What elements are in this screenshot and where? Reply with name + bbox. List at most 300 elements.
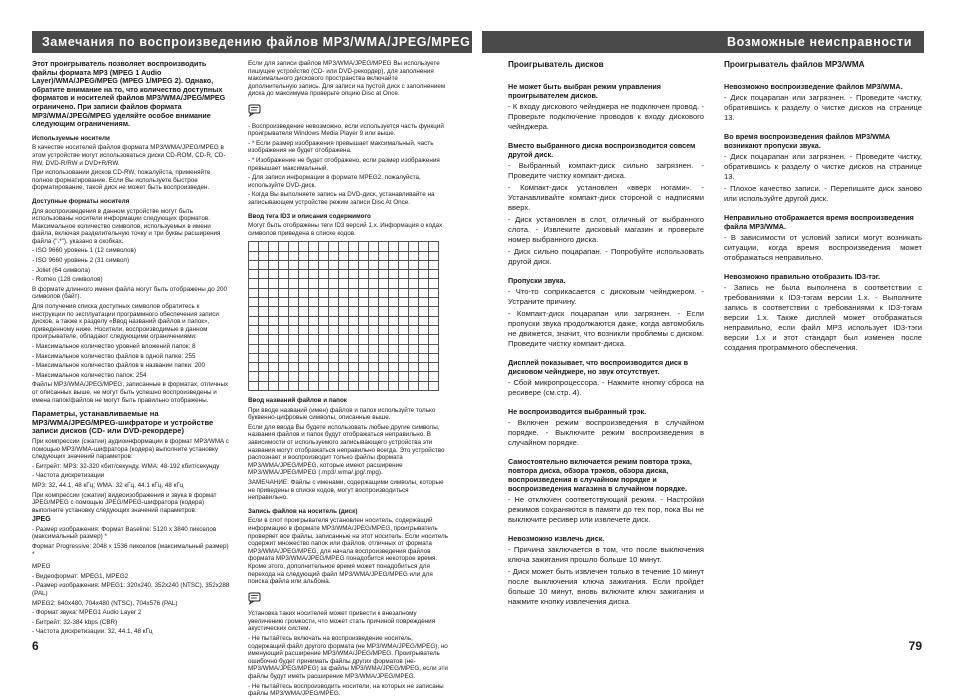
symptom-heading: Невозможно правильно отобразить ID3-тэг. — [724, 272, 881, 281]
code-cell — [289, 335, 299, 344]
code-cell — [399, 344, 409, 353]
code-cell — [259, 363, 269, 372]
code-cell — [369, 298, 379, 307]
code-cell — [389, 260, 399, 269]
code-cell — [329, 353, 339, 362]
code-cell — [299, 260, 309, 269]
code-cell — [339, 307, 349, 316]
code-cell — [349, 344, 359, 353]
symptom-heading: Вместо выбранного диска воспроизводится совсем другой диск. — [508, 141, 696, 159]
code-cell — [379, 251, 389, 260]
code-cell — [289, 353, 299, 362]
list-item: - Romeo (128 символов) — [32, 276, 103, 284]
code-cell — [419, 288, 429, 297]
code-cell — [429, 288, 439, 297]
remedy-text: - Запись не была выполнена в соответствии с требованиями к ID3-тэгам версии 1.х. - Выполните запись в соответствии с требованиями к ID3-тэгам версии 1.х. Также дисплей может отображаться неправильно, если файл MP3 использует ID3-тэги версии 1.х и этот стандарт был изменен после создания программного обеспечения. — [724, 283, 922, 352]
code-cell — [399, 363, 409, 372]
code-cell — [359, 316, 369, 325]
code-cell — [399, 251, 409, 260]
paragraph: Если для записи файлов MP3/WMA/JPEG/MPEG Вы используете пишущее устройство (CD- или DVD-рекордер), для заполнения максимального дискового пространства включайте дополнительную запись. Для записи на пустой диск с заполнением диска до максимума проверьте опцию Disc at Once. — [248, 60, 446, 98]
code-cell — [389, 316, 399, 325]
code-cell — [279, 260, 289, 269]
paragraph: При использовании дисков CD-RW, пожалуйста, применяйте полное форматирование. Если Вы используете быстрое форматирование, такой диск не может быть воспроизведен. — [32, 169, 211, 192]
code-cell — [369, 363, 379, 372]
code-cell — [389, 381, 399, 390]
code-cell — [289, 270, 299, 279]
code-cell — [359, 353, 369, 362]
code-cell — [429, 307, 439, 316]
code-cell — [349, 260, 359, 269]
code-cell — [269, 288, 279, 297]
remedy-text: - Плохое качество записи. - Перепишите диск заново или используйте другой диск. — [724, 184, 922, 203]
code-cell — [279, 251, 289, 260]
code-cell — [379, 363, 389, 372]
code-cell — [389, 288, 399, 297]
code-cell — [409, 372, 419, 381]
code-cell — [259, 335, 269, 344]
code-cell — [289, 298, 299, 307]
column-notes-2 — [248, 60, 448, 698]
code-cell — [419, 372, 429, 381]
code-cell — [349, 298, 359, 307]
code-cell — [299, 372, 309, 381]
code-cell — [399, 381, 409, 390]
code-cell — [369, 353, 379, 362]
heading-names: Ввод названий файлов и папок — [248, 397, 347, 405]
code-cell — [409, 381, 419, 390]
code-cell — [359, 344, 369, 353]
code-cell — [349, 279, 359, 288]
code-cell — [269, 279, 279, 288]
code-cell — [319, 270, 329, 279]
code-cell — [369, 251, 379, 260]
code-cell — [329, 298, 339, 307]
remedy-text: - Включен режим воспроизведения в случайном порядке. - Выключите режим воспроизведения в случайном порядке. — [508, 418, 704, 447]
code-cell — [409, 288, 419, 297]
code-cell — [429, 316, 439, 325]
code-cell — [399, 353, 409, 362]
code-cell — [289, 316, 299, 325]
code-cell — [409, 242, 419, 251]
code-cell — [359, 279, 369, 288]
code-cell — [299, 335, 309, 344]
paragraph: Если для ввода Вы будете использовать любые другие символы, названия файлов и папок будут отображаться неправильно. В зависимости от используемого записывающего устройства эти названия могут отображаться неправильно всегда. Это устройство распознает и воспроизводит только файлы формата MP3/WMA/JPEG/MPEG, которые имеют расширение MP3/WMA/JPEG/MPEG (.mp3/.wma/.jpg/.mpg). — [248, 423, 445, 477]
code-cell — [389, 372, 399, 381]
code-cell — [379, 260, 389, 269]
heading-writing: Запись файлов на носитель (диск) — [248, 507, 358, 515]
paragraph: ЗАМЕЧАНИЕ: Файлы с именами, содержащими символы, которые не приведены в списке кодов, могут воспроизводиться неправильно. — [248, 478, 444, 502]
code-cell — [429, 353, 439, 362]
paragraph: - Битрейт: MP3: 32-320 кбит/секунду, WMA: 48-192 кбит/секунду — [32, 462, 220, 470]
code-cell — [369, 335, 379, 344]
code-cell — [399, 316, 409, 325]
code-cell — [399, 279, 409, 288]
symptom-heading: Неправильно отображается время воспроизведения файла MP3/WMA. — [724, 213, 914, 231]
code-cell — [339, 288, 349, 297]
code-cell — [399, 307, 409, 316]
code-cell — [259, 260, 269, 269]
note-item: - Воспроизведение невозможно, если используется часть функций проигрывателя Windows Media Player 9 или выше. — [248, 122, 444, 138]
code-cell — [349, 242, 359, 251]
code-cell — [409, 279, 419, 288]
code-cell — [379, 288, 389, 297]
code-cell — [249, 242, 259, 251]
code-cell — [399, 298, 409, 307]
code-cell — [269, 363, 279, 372]
code-cell — [409, 251, 419, 260]
code-cell — [339, 372, 349, 381]
code-cell — [259, 353, 269, 362]
code-cell — [429, 344, 439, 353]
code-cell — [349, 316, 359, 325]
code-cell — [289, 288, 299, 297]
note-icon — [248, 104, 262, 116]
code-cell — [319, 344, 329, 353]
code-cell — [259, 298, 269, 307]
code-cell — [339, 260, 349, 269]
code-cell — [319, 260, 329, 269]
code-cell — [329, 242, 339, 251]
code-cell — [359, 335, 369, 344]
code-cell — [299, 242, 309, 251]
code-cell — [339, 316, 349, 325]
remedy-text: - Диск может быть извлечен только в течение 10 минут после выключения ключа зажигания. Если пройдет больше 10 минут, вновь включите ключ зажигания и нажмите кнопку извлечения диска. — [508, 567, 704, 606]
code-cell — [389, 335, 399, 344]
mpeg-label: MPEG — [32, 563, 51, 571]
code-cell — [249, 260, 259, 269]
code-cell — [399, 325, 409, 334]
code-cell — [419, 363, 429, 372]
paragraph: При компрессии (сжатии) видеоизображения и звука в формат JPEG/MPEG с помощью JPEG/MPEG-шифратора (кодера) выполните установку следующих значений параметров: — [32, 491, 217, 514]
code-cell — [369, 260, 379, 269]
code-cell — [429, 242, 439, 251]
code-cell — [279, 335, 289, 344]
code-cell — [349, 325, 359, 334]
code-cell — [369, 279, 379, 288]
code-cell — [269, 335, 279, 344]
code-cell — [299, 363, 309, 372]
code-cell — [319, 335, 329, 344]
code-cell — [369, 307, 379, 316]
symptom-heading: Пропуски звука. — [508, 276, 566, 285]
note-item: Установка таких носителей может привести к внезапному увеличению громкости, что может стать причиной повреждения акустических систем. — [248, 610, 436, 633]
code-cell — [369, 372, 379, 381]
code-cell — [299, 251, 309, 260]
note-item: - Не пытайтесь включать на воспроизведение носитель, содержащий файл другого формата (не MP3/WMA/JPEG/MPEG), но именующий расширение MP3/WMA/JPEG/MPEG. Проигрыватель ошибочно будет принимать файлы других форматов (не-MP3/WMA/JPEG/MPEG) за файлы MP3/WMA/JPEG/MPEG, если эти файлы будут иметь расширение MP3/WMA/JPEG/MPEG. — [248, 635, 448, 681]
code-cell — [329, 260, 339, 269]
code-cell — [329, 363, 339, 372]
code-cell — [349, 251, 359, 260]
code-cell — [249, 270, 259, 279]
paragraph: Для воспроизведения в данном устройстве могут быть использованы носители информации следующих форматов. Максимальное количество символов, используемых в имени файла, включая разделительную точку и три буквы расширения файла (".*"), указано в скобках. — [32, 207, 221, 245]
code-cell — [379, 307, 389, 316]
code-cell — [319, 242, 329, 251]
code-cell — [259, 242, 269, 251]
code-cell — [319, 381, 329, 390]
code-cell — [419, 353, 429, 362]
code-cell — [299, 307, 309, 316]
code-cell — [389, 242, 399, 251]
heading-media: Используемые носители — [32, 134, 110, 142]
remedy-text: - Диск поцарапан или загрязнен. - Проведите чистку, обратившись к разделу о чистке дисков на странице 13. — [724, 93, 922, 122]
code-cell — [339, 242, 349, 251]
code-cell — [429, 251, 439, 260]
code-cell — [319, 372, 329, 381]
code-cell — [289, 260, 299, 269]
code-cell — [249, 353, 259, 362]
code-cell — [409, 307, 419, 316]
code-cell — [309, 353, 319, 362]
code-cell — [289, 279, 299, 288]
code-cell — [389, 279, 399, 288]
code-cell — [359, 325, 369, 334]
note-icon — [248, 592, 262, 604]
code-cell — [259, 288, 269, 297]
code-cell — [299, 316, 309, 325]
code-cell — [279, 270, 289, 279]
paragraph: При компрессии (сжатии) аудиоинформации в формат MP3/WMA с помощью MP3/WMA-шифратора (кодера) выполните установку следующих значений параметров: — [32, 437, 229, 461]
code-cell — [319, 251, 329, 260]
code-cell — [419, 316, 429, 325]
code-cell — [329, 344, 339, 353]
code-cell — [399, 242, 409, 251]
code-cell — [379, 279, 389, 288]
code-cell — [269, 251, 279, 260]
code-cell — [309, 270, 319, 279]
note-item: - * Изображение не будет отображено, если размер изображения превышает максимальный. — [248, 156, 440, 172]
code-cell — [349, 270, 359, 279]
remedy-text: - Диск поцарапан или загрязнен. - Проведите чистку, обратившись к разделу о чистке дисков на странице 13. — [724, 152, 922, 181]
code-cell — [259, 307, 269, 316]
code-cell — [299, 325, 309, 334]
code-cell — [309, 298, 319, 307]
code-cell — [269, 298, 279, 307]
code-cell — [419, 270, 429, 279]
code-cell — [319, 316, 329, 325]
code-cell — [379, 372, 389, 381]
paragraph: MP3: 32, 44.1, 48 кГц; WMA: 32 кГц, 44.1 кГц, 48 кГц — [32, 481, 184, 489]
code-cell — [419, 325, 429, 334]
list-item: MPEG2: 640x480, 704x480 (NTSC), 704x576 (PAL) — [32, 599, 178, 607]
code-cell — [319, 307, 329, 316]
code-cell — [419, 335, 429, 344]
code-cell — [339, 363, 349, 372]
code-cell — [419, 260, 429, 269]
code-cell — [249, 325, 259, 334]
code-cell — [259, 381, 269, 390]
list-item: - Максимальное количество файлов в названии папки: 200 — [32, 362, 205, 370]
code-cell — [339, 325, 349, 334]
section-title-disc-player: Проигрыватель дисков — [508, 60, 604, 69]
character-code-table — [248, 241, 439, 391]
code-cell — [429, 270, 439, 279]
code-cell — [269, 307, 279, 316]
code-cell — [379, 316, 389, 325]
code-cell — [299, 270, 309, 279]
code-cell — [359, 298, 369, 307]
code-cell — [409, 270, 419, 279]
code-cell — [249, 279, 259, 288]
code-cell — [319, 325, 329, 334]
code-cell — [359, 242, 369, 251]
code-cell — [419, 242, 429, 251]
code-cell — [249, 316, 259, 325]
code-cell — [429, 298, 439, 307]
code-cell — [409, 260, 419, 269]
code-cell — [279, 353, 289, 362]
code-cell — [309, 325, 319, 334]
code-cell — [259, 270, 269, 279]
heading-encoder-params: Параметры, устанавливаемые на MP3/WMA/JPEG/MPEG-шифраторе и устройстве записи дисков (CD- или DVD-рекордере) — [32, 409, 214, 436]
code-cell — [279, 279, 289, 288]
code-cell — [389, 307, 399, 316]
code-cell — [419, 344, 429, 353]
code-cell — [259, 372, 269, 381]
code-cell — [319, 279, 329, 288]
code-cell — [309, 335, 319, 344]
code-cell — [409, 363, 419, 372]
code-cell — [269, 325, 279, 334]
code-cell — [309, 288, 319, 297]
symptom-heading: Невозможно воспроизведение файлов MP3/WMA. — [724, 82, 903, 91]
code-cell — [259, 344, 269, 353]
code-cell — [259, 251, 269, 260]
paragraph: В качестве носителей файлов формата MP3/WMA/JPEG/MPEG в этом устройстве могут использоваться диски CD-ROM, CD-R, CD-RW, DVD-R/RW и DVD+R/RW. — [32, 144, 226, 167]
note-item: - Когда Вы выполняете запись на DVD-диск, устанавливайте на записывающем устройстве режим записи Disc At Once. — [248, 191, 435, 206]
list-item: - ISO 9660 уровень 1 (12 символов) — [32, 247, 136, 255]
code-cell — [349, 335, 359, 344]
list-item: - Битрейт: 32-384 kbps (CBR) — [32, 618, 118, 626]
code-cell — [349, 307, 359, 316]
code-cell — [389, 325, 399, 334]
code-cell — [289, 325, 299, 334]
code-cell — [319, 363, 329, 372]
code-cell — [379, 335, 389, 344]
code-cell — [429, 363, 439, 372]
code-cell — [269, 372, 279, 381]
code-cell — [399, 335, 409, 344]
code-cell — [299, 298, 309, 307]
code-cell — [419, 298, 429, 307]
code-cell — [299, 279, 309, 288]
note-item: - Для записи информации в формате MPEG2, пожалуйста, используйте DVD-диск. — [248, 174, 421, 189]
code-cell — [309, 372, 319, 381]
code-cell — [379, 270, 389, 279]
code-cell — [269, 381, 279, 390]
code-cell — [299, 288, 309, 297]
code-cell — [309, 242, 319, 251]
code-cell — [279, 363, 289, 372]
code-cell — [329, 270, 339, 279]
code-cell — [299, 381, 309, 390]
list-item: - Формат звука: MPEG1 Audio Layer 2 — [32, 609, 142, 617]
code-cell — [379, 242, 389, 251]
section-header-right: Возможные неисправности — [482, 31, 924, 53]
list-item: - Максимальное количество уровней вложений папок: 8 — [32, 343, 196, 350]
code-cell — [349, 381, 359, 390]
code-cell — [419, 251, 429, 260]
code-cell — [419, 381, 429, 390]
remedy-text: - Диск установлен в слот, отличный от выбранного слота. - Извлеките дисковый магазин и проверьте номер выбранного диска. — [508, 215, 704, 244]
code-cell — [289, 363, 299, 372]
code-cell — [309, 316, 319, 325]
code-cell — [429, 279, 439, 288]
code-cell — [309, 344, 319, 353]
code-cell — [339, 270, 349, 279]
code-cell — [359, 288, 369, 297]
code-cell — [389, 344, 399, 353]
code-cell — [309, 363, 319, 372]
code-cell — [309, 307, 319, 316]
code-cell — [329, 279, 339, 288]
paragraph: Если в слот проигрывателя установлен носитель, содержащий информацию в формате MP3/WMA/JPEG/MPEG, проигрыватель проверяет все файлы, записанные на этот носитель. Если носитель содержит множество папок или файлов, отличных от формата MP3/WMA/JPEG/MPEG, для начала воспроизведения файлов формата MP3/WMA/JPEG/MPEG понадобится некоторое время. Кроме этого, дополнительное время может понадобиться для перехода на следующий файл MP3/WMA/JPEG/MPEG или для поиска файла или альбома. — [248, 517, 448, 586]
code-cell — [279, 372, 289, 381]
remedy-text: - Компакт-диск поцарапан или загрязнен. - Если пропуски звука продолжаются даже, когда автомобиль не движется, значит, что возникли проблемы с диском. Проведите чистку компакт-диска. — [508, 309, 704, 348]
code-cell — [309, 279, 319, 288]
code-cell — [249, 372, 259, 381]
code-cell — [369, 316, 379, 325]
code-cell — [249, 307, 259, 316]
code-cell — [409, 316, 419, 325]
code-cell — [289, 381, 299, 390]
code-cell — [399, 288, 409, 297]
code-cell — [249, 288, 259, 297]
heading-formats: Доступные форматы носителя — [32, 197, 130, 205]
code-cell — [269, 260, 279, 269]
code-cell — [389, 298, 399, 307]
code-cell — [279, 381, 289, 390]
code-cell — [329, 316, 339, 325]
paragraph: - Размер изображения: Формат Baseline: 5120 x 3840 пикселов (максимальный размер) * — [32, 525, 217, 541]
code-cell — [339, 251, 349, 260]
code-cell — [349, 363, 359, 372]
code-cell — [379, 344, 389, 353]
code-cell — [329, 381, 339, 390]
code-cell — [329, 288, 339, 297]
code-cell — [339, 298, 349, 307]
code-cell — [399, 260, 409, 269]
paragraph: При вводе названий (имен) файлов и папок используйте только буквенно-цифровые символы, описанные выше. — [248, 406, 436, 422]
column-mp3-player — [724, 60, 922, 640]
code-cell — [279, 316, 289, 325]
list-item: - Частота дискретизации: 32, 44.1, 48 кГц — [32, 628, 153, 636]
code-cell — [359, 270, 369, 279]
code-cell — [409, 335, 419, 344]
code-cell — [359, 307, 369, 316]
code-cell — [279, 325, 289, 334]
code-cell — [269, 316, 279, 325]
symptom-heading: Невозможно извлечь диск. — [508, 534, 605, 543]
column-notes-1 — [32, 60, 232, 640]
code-cell — [369, 270, 379, 279]
code-cell — [249, 298, 259, 307]
code-cell — [309, 251, 319, 260]
code-cell — [309, 260, 319, 269]
code-cell — [279, 288, 289, 297]
code-cell — [339, 335, 349, 344]
code-cell — [259, 325, 269, 334]
code-cell — [289, 242, 299, 251]
code-cell — [369, 344, 379, 353]
code-cell — [369, 242, 379, 251]
code-cell — [339, 381, 349, 390]
remedy-text: - Диск сильно поцарапан. - Попробуйте использовать другой диск. — [508, 247, 704, 266]
list-item: - Максимальное количество файлов в одной папке: 255 — [32, 352, 196, 360]
remedy-text: - Выбранный компакт-диск сильно загрязнен. - Проведите чистку компакт-диска. — [508, 161, 704, 180]
code-cell — [279, 344, 289, 353]
code-cell — [419, 279, 429, 288]
section-header-left: Замечания по воспроизведению файлов MP3/WMA/JPEG/MPEG — [32, 31, 472, 53]
